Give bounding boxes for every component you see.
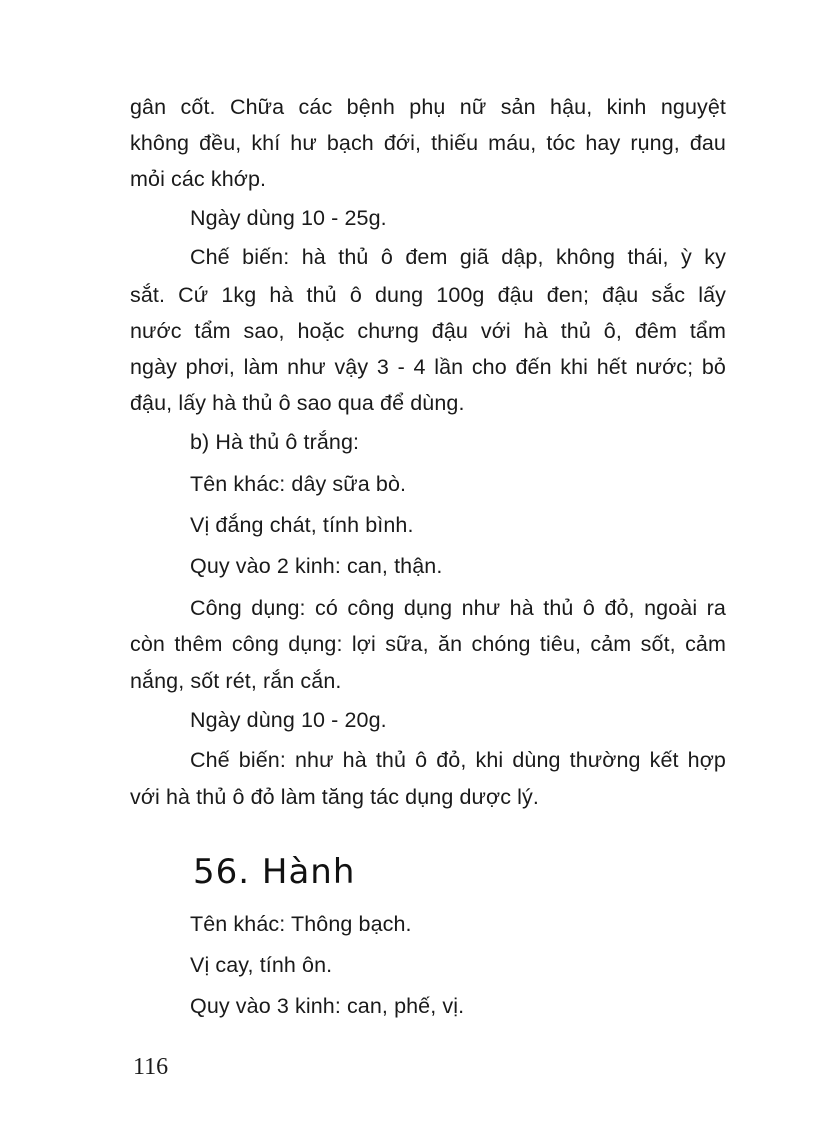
text-line: Tên khác: dây sữa bò. bbox=[190, 472, 407, 496]
text-line: không đều, khí hư bạch đới, thiếu máu, tóc hay rụng, đau bbox=[130, 131, 726, 155]
text-line: Quy vào 2 kinh: can, thận. bbox=[190, 554, 443, 578]
text-line: Chế biến: như hà thủ ô đỏ, khi dùng thường kết hợp bbox=[190, 748, 726, 772]
text-line: còn thêm công dụng: lợi sữa, ăn chóng tiêu, cảm sốt, cảm bbox=[130, 632, 726, 656]
text-line: Quy vào 3 kinh: can, phế, vị. bbox=[190, 994, 465, 1018]
text-line: Vị cay, tính ôn. bbox=[190, 953, 333, 977]
text-line: Ngày dùng 10 - 20g. bbox=[190, 708, 387, 732]
text-line: với hà thủ ô đỏ làm tăng tác dụng dược lý. bbox=[130, 785, 539, 809]
text-line: mỏi các khớp. bbox=[130, 167, 267, 191]
text-line: Vị đắng chát, tính bình. bbox=[190, 513, 414, 537]
text-line: sắt. Cứ 1kg hà thủ ô dung 100g đậu đen; đậu sắc lấy bbox=[130, 283, 726, 307]
text-line: Công dụng: có công dụng như hà thủ ô đỏ, ngoài ra bbox=[190, 596, 726, 620]
text-line: b) Hà thủ ô trắng: bbox=[190, 430, 360, 454]
text-line: Tên khác: Thông bạch. bbox=[190, 912, 412, 936]
text-line: đậu, lấy hà thủ ô sao qua để dùng. bbox=[130, 391, 465, 415]
text-line: gân cốt. Chữa các bệnh phụ nữ sản hậu, kinh nguyệt bbox=[130, 95, 726, 119]
page-number: 116 bbox=[133, 1054, 169, 1080]
section-heading: 56. Hành bbox=[193, 852, 356, 892]
text-line: ngày phơi, làm như vậy 3 - 4 lần cho đến khi hết nước; bỏ bbox=[130, 355, 726, 379]
text-line: nước tẩm sao, hoặc chưng đậu với hà thủ ô, đêm tẩm bbox=[130, 319, 726, 343]
text-line: Ngày dùng 10 - 25g. bbox=[190, 206, 387, 230]
text-line: Chế biến: hà thủ ô đem giã dập, không thái, ỳ ky bbox=[190, 245, 726, 269]
text-line: nắng, sốt rét, rắn cắn. bbox=[130, 669, 342, 693]
